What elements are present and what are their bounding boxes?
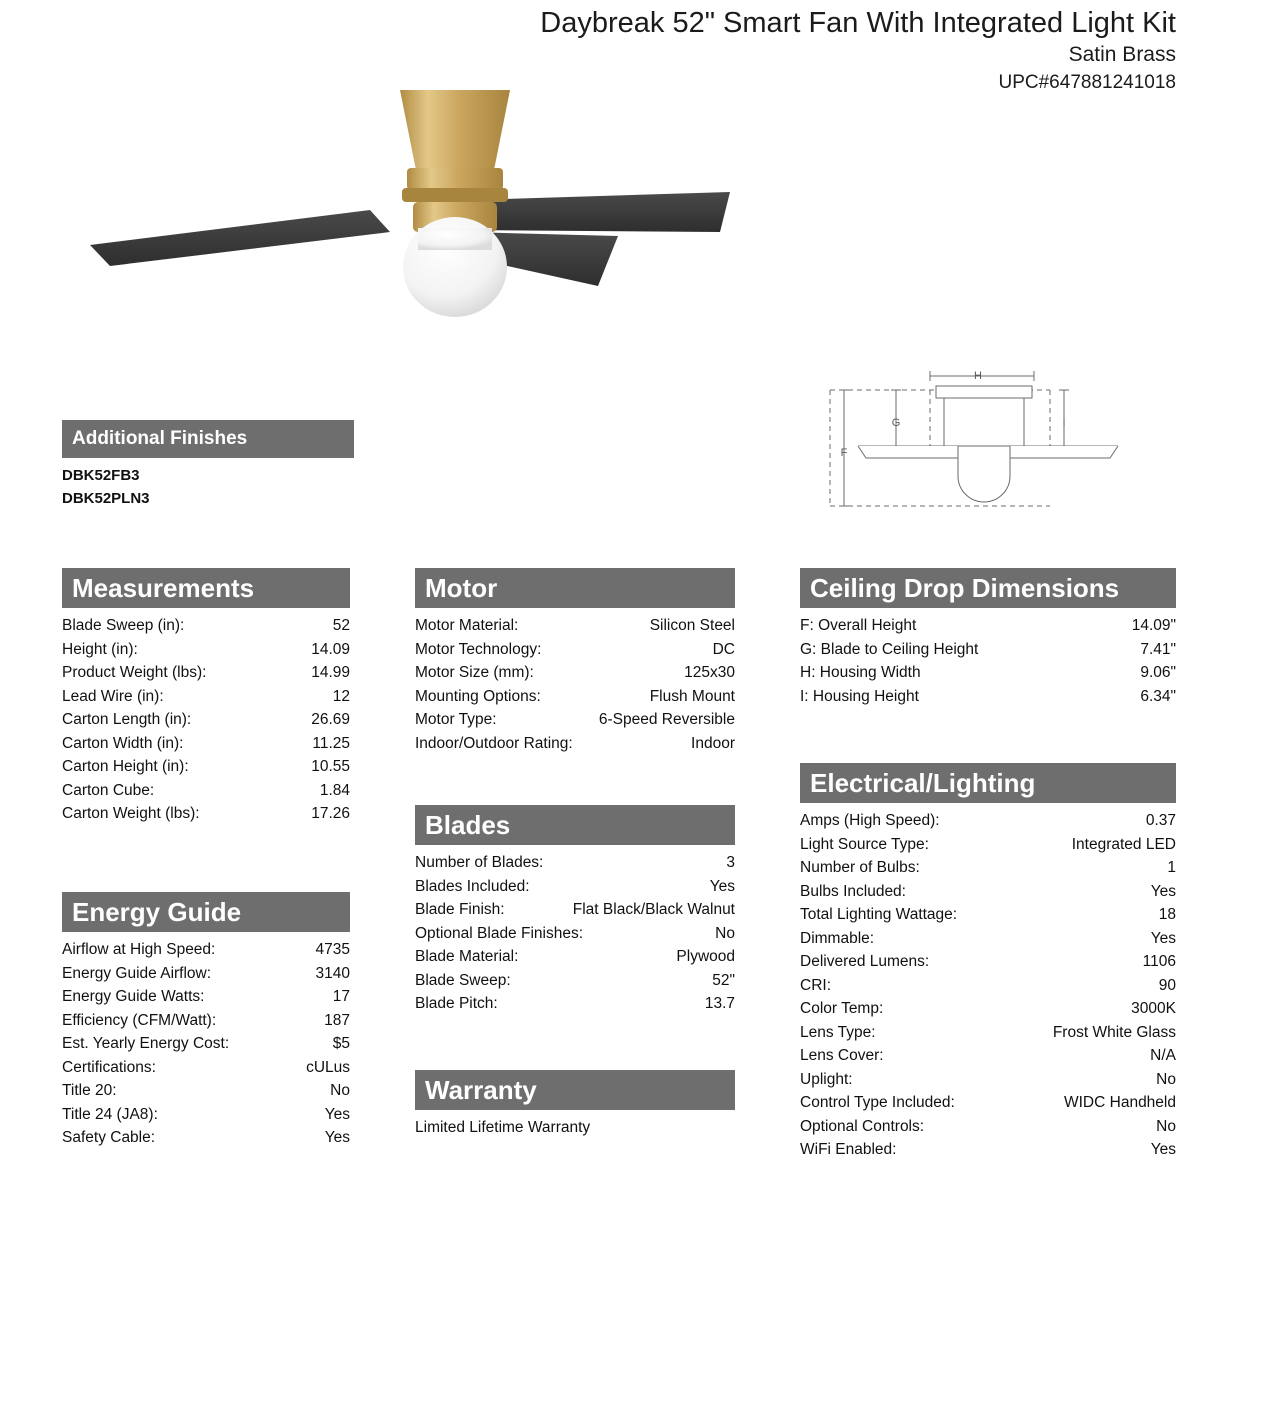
diagram-label-i: I: [1062, 417, 1066, 429]
row-value: 26.69: [311, 711, 350, 728]
table-row: [62, 732, 350, 756]
table-row: [62, 685, 350, 709]
row-value: cULus: [306, 1058, 350, 1076]
table-row: [62, 1126, 350, 1150]
row-label: Number of Blades:: [415, 854, 544, 871]
motor-table: [415, 614, 735, 755]
row-label: Delivered Lumens:: [800, 953, 930, 970]
row-value: Yes: [1150, 929, 1176, 947]
table-row: [62, 1032, 350, 1056]
row-label: Product Weight (lbs):: [62, 664, 207, 681]
list-item: DBK52FB3: [62, 467, 140, 484]
row-label: Carton Weight (lbs):: [62, 805, 200, 822]
row-label: Energy Guide Airflow:: [62, 964, 212, 982]
row-value: 9.06": [1140, 664, 1176, 681]
row-label: Optional Blade Finishes:: [415, 924, 584, 942]
table-row: [62, 985, 350, 1009]
row-label: Light Source Type:: [800, 835, 929, 853]
table-row: [800, 1044, 1176, 1068]
row-label: Carton Height (in):: [62, 758, 189, 775]
electrical-lighting-table: [800, 809, 1176, 1162]
table-row: [62, 708, 350, 732]
row-label: Indoor/Outdoor Rating:: [415, 734, 573, 752]
diagram-label-h: H: [974, 370, 982, 382]
table-row: [800, 974, 1176, 998]
table-row: [800, 1138, 1176, 1162]
row-value: 12: [332, 687, 350, 705]
row-value: Frost White Glass: [1052, 1023, 1176, 1041]
table-row: [62, 1079, 350, 1103]
row-label: Certifications:: [62, 1058, 156, 1076]
table-row: [800, 809, 1176, 833]
row-value: 187: [324, 1011, 350, 1029]
table-row: [62, 1056, 350, 1080]
row-label: Uplight:: [800, 1070, 853, 1088]
row-value: No: [1156, 1070, 1176, 1088]
table-row: [800, 685, 1176, 709]
table-row: [415, 898, 735, 922]
row-label: Lead Wire (in):: [62, 687, 164, 705]
row-value: 1106: [1142, 953, 1176, 970]
row-value: WIDC Handheld: [1064, 1094, 1176, 1111]
table-row: [800, 638, 1176, 662]
row-value: Yes: [1150, 882, 1176, 900]
row-label: Optional Controls:: [800, 1117, 925, 1135]
row-label: Blade Sweep (in):: [62, 617, 185, 634]
product-finish-name: Satin Brass: [1068, 43, 1176, 66]
measurements-table: [62, 614, 350, 826]
row-label: Blades Included:: [415, 877, 530, 895]
table-row: [800, 997, 1176, 1021]
row-value: DC: [712, 640, 735, 658]
row-value: Plywood: [676, 948, 735, 965]
row-value: 17.26: [311, 805, 350, 822]
table-row: [62, 638, 350, 662]
row-value: 3000K: [1131, 1000, 1176, 1017]
table-row: [62, 755, 350, 779]
table-row: [415, 851, 735, 875]
row-value: No: [715, 924, 735, 942]
table-row: [415, 638, 735, 662]
warranty-section: [415, 1070, 735, 1140]
row-value: 14.99: [311, 664, 350, 681]
ceiling-drop-diagram: [818, 368, 1188, 533]
table-row: [415, 875, 735, 899]
product-image: [70, 60, 770, 330]
row-value: 13.7: [704, 995, 735, 1012]
table-row: [415, 661, 735, 685]
row-label: Dimmable:: [800, 929, 875, 947]
table-row: [62, 962, 350, 986]
table-row: [415, 992, 735, 1016]
row-value: Flat Black/Black Walnut: [572, 901, 735, 918]
table-row: [415, 945, 735, 969]
row-label: Amps (High Speed):: [800, 812, 940, 829]
row-value: 4735: [315, 941, 350, 958]
row-value: 0.37: [1145, 812, 1176, 829]
row-label: Motor Material:: [415, 617, 519, 634]
table-row: [415, 969, 735, 993]
row-label: Lens Type:: [800, 1023, 876, 1041]
list-item: DBK52PLN3: [62, 490, 150, 507]
row-value: 3: [726, 854, 735, 871]
row-label: Carton Width (in):: [62, 734, 184, 752]
table-row: [62, 1009, 350, 1033]
row-value: N/A: [1150, 1047, 1176, 1064]
row-value: Flush Mount: [649, 687, 735, 705]
table-row: [415, 922, 735, 946]
row-label: H: Housing Width: [800, 664, 921, 681]
product-upc: UPC#647881241018: [998, 72, 1176, 93]
row-value: Indoor: [691, 734, 735, 752]
table-row: [62, 1103, 350, 1127]
electrical-lighting-heading: Electrical/Lighting: [800, 763, 1176, 803]
additional-finishes-heading: Additional Finishes: [62, 420, 354, 458]
warranty-heading: Warranty: [415, 1070, 735, 1110]
row-value: Yes: [709, 877, 735, 895]
row-label: Energy Guide Watts:: [62, 988, 205, 1005]
row-value: 52: [332, 617, 350, 634]
table-row: [800, 661, 1176, 685]
electrical-lighting-section: [800, 763, 1176, 1162]
row-value: Yes: [1150, 1141, 1176, 1158]
row-label: Bulbs Included:: [800, 882, 906, 900]
row-value: 10.55: [311, 758, 350, 775]
row-value: Yes: [324, 1105, 350, 1123]
row-label: Motor Technology:: [415, 640, 542, 658]
ceiling-drop-section: [800, 568, 1176, 708]
blades-section: [415, 805, 735, 1016]
row-value: Integrated LED: [1071, 835, 1176, 853]
table-row: [800, 1068, 1176, 1092]
energy-guide-section: [62, 892, 350, 1150]
ceiling-fan-illustration: [70, 60, 770, 330]
table-row: [415, 685, 735, 709]
row-label: Control Type Included:: [800, 1094, 955, 1111]
row-label: Motor Size (mm):: [415, 664, 534, 681]
table-row: [800, 927, 1176, 951]
row-value: 1.84: [319, 781, 350, 799]
row-value: 6.34": [1140, 687, 1176, 705]
row-label: Carton Cube:: [62, 781, 155, 799]
table-row: [415, 614, 735, 638]
row-value: No: [1156, 1117, 1176, 1135]
table-row: [62, 802, 350, 826]
row-label: Number of Bulbs:: [800, 859, 920, 876]
row-value: 3140: [315, 964, 350, 982]
row-label: I: Housing Height: [800, 687, 919, 705]
row-label: Title 24 (JA8):: [62, 1105, 158, 1123]
row-label: Airflow at High Speed:: [62, 941, 216, 958]
row-label: Lens Cover:: [800, 1047, 884, 1064]
row-label: Title 20:: [62, 1082, 117, 1099]
warranty-text: Limited Lifetime Warranty: [415, 1119, 591, 1136]
energy-guide-heading: Energy Guide: [62, 892, 350, 932]
table-row: [800, 1021, 1176, 1045]
row-label: Blade Finish:: [415, 901, 505, 918]
row-value: 18: [1158, 906, 1176, 923]
energy-guide-table: [62, 938, 350, 1150]
row-label: Carton Length (in):: [62, 711, 192, 728]
row-label: WiFi Enabled:: [800, 1141, 897, 1158]
row-value: 17: [332, 988, 350, 1005]
table-row: [800, 950, 1176, 974]
row-value: 14.09: [311, 640, 350, 658]
row-label: F: Overall Height: [800, 617, 917, 634]
row-value: 11.25: [312, 734, 350, 752]
warranty-body: [415, 1116, 735, 1140]
diagram-label-f: F: [840, 447, 848, 459]
row-label: Efficiency (CFM/Watt):: [62, 1011, 217, 1029]
row-label: Motor Type:: [415, 711, 497, 728]
row-label: CRI:: [800, 976, 831, 994]
row-value: 14.09": [1131, 617, 1176, 634]
table-row: [800, 1115, 1176, 1139]
table-row: [800, 903, 1176, 927]
row-value: 52": [712, 971, 735, 989]
ceiling-drop-heading: Ceiling Drop Dimensions: [800, 568, 1176, 608]
row-label: Color Temp:: [800, 1000, 884, 1017]
motor-section: [415, 568, 735, 755]
row-label: Blade Sweep:: [415, 971, 511, 989]
row-label: Blade Pitch:: [415, 995, 498, 1012]
table-row: [62, 938, 350, 962]
row-label: G: Blade to Ceiling Height: [800, 640, 979, 658]
row-value: Yes: [324, 1129, 350, 1146]
table-row: [62, 661, 350, 685]
row-value: Silicon Steel: [649, 617, 735, 634]
table-row: [62, 779, 350, 803]
additional-finishes-section: [62, 420, 354, 510]
table-row: [800, 1091, 1176, 1115]
row-value: 125x30: [684, 664, 735, 681]
row-value: 90: [1158, 976, 1176, 994]
row-label: Est. Yearly Energy Cost:: [62, 1035, 230, 1052]
page-title: Daybreak 52" Smart Fan With Integrated Light Kit: [540, 7, 1176, 39]
row-value: 1: [1167, 859, 1176, 876]
table-row: [62, 614, 350, 638]
blades-heading: Blades: [415, 805, 735, 845]
motor-heading: Motor: [415, 568, 735, 608]
table-row: [415, 732, 735, 756]
row-label: Blade Material:: [415, 948, 519, 965]
row-value: 7.41": [1140, 640, 1176, 658]
row-value: 6-Speed Reversible: [598, 711, 735, 728]
dimension-line-drawing: [818, 368, 1188, 533]
row-value: No: [330, 1082, 350, 1099]
measurements-heading: Measurements: [62, 568, 350, 608]
blades-table: [415, 851, 735, 1016]
row-label: Height (in):: [62, 640, 138, 658]
diagram-label-g: G: [891, 417, 901, 429]
row-label: Safety Cable:: [62, 1129, 156, 1146]
table-row: [800, 880, 1176, 904]
table-row: [800, 833, 1176, 857]
row-value: $5: [332, 1035, 350, 1052]
row-label: Mounting Options:: [415, 687, 541, 705]
table-row: [415, 708, 735, 732]
measurements-section: [62, 568, 350, 826]
table-row: [800, 856, 1176, 880]
row-label: Total Lighting Wattage:: [800, 906, 958, 923]
table-row: [800, 614, 1176, 638]
ceiling-drop-table: [800, 614, 1176, 708]
additional-finishes-list: [62, 464, 354, 510]
